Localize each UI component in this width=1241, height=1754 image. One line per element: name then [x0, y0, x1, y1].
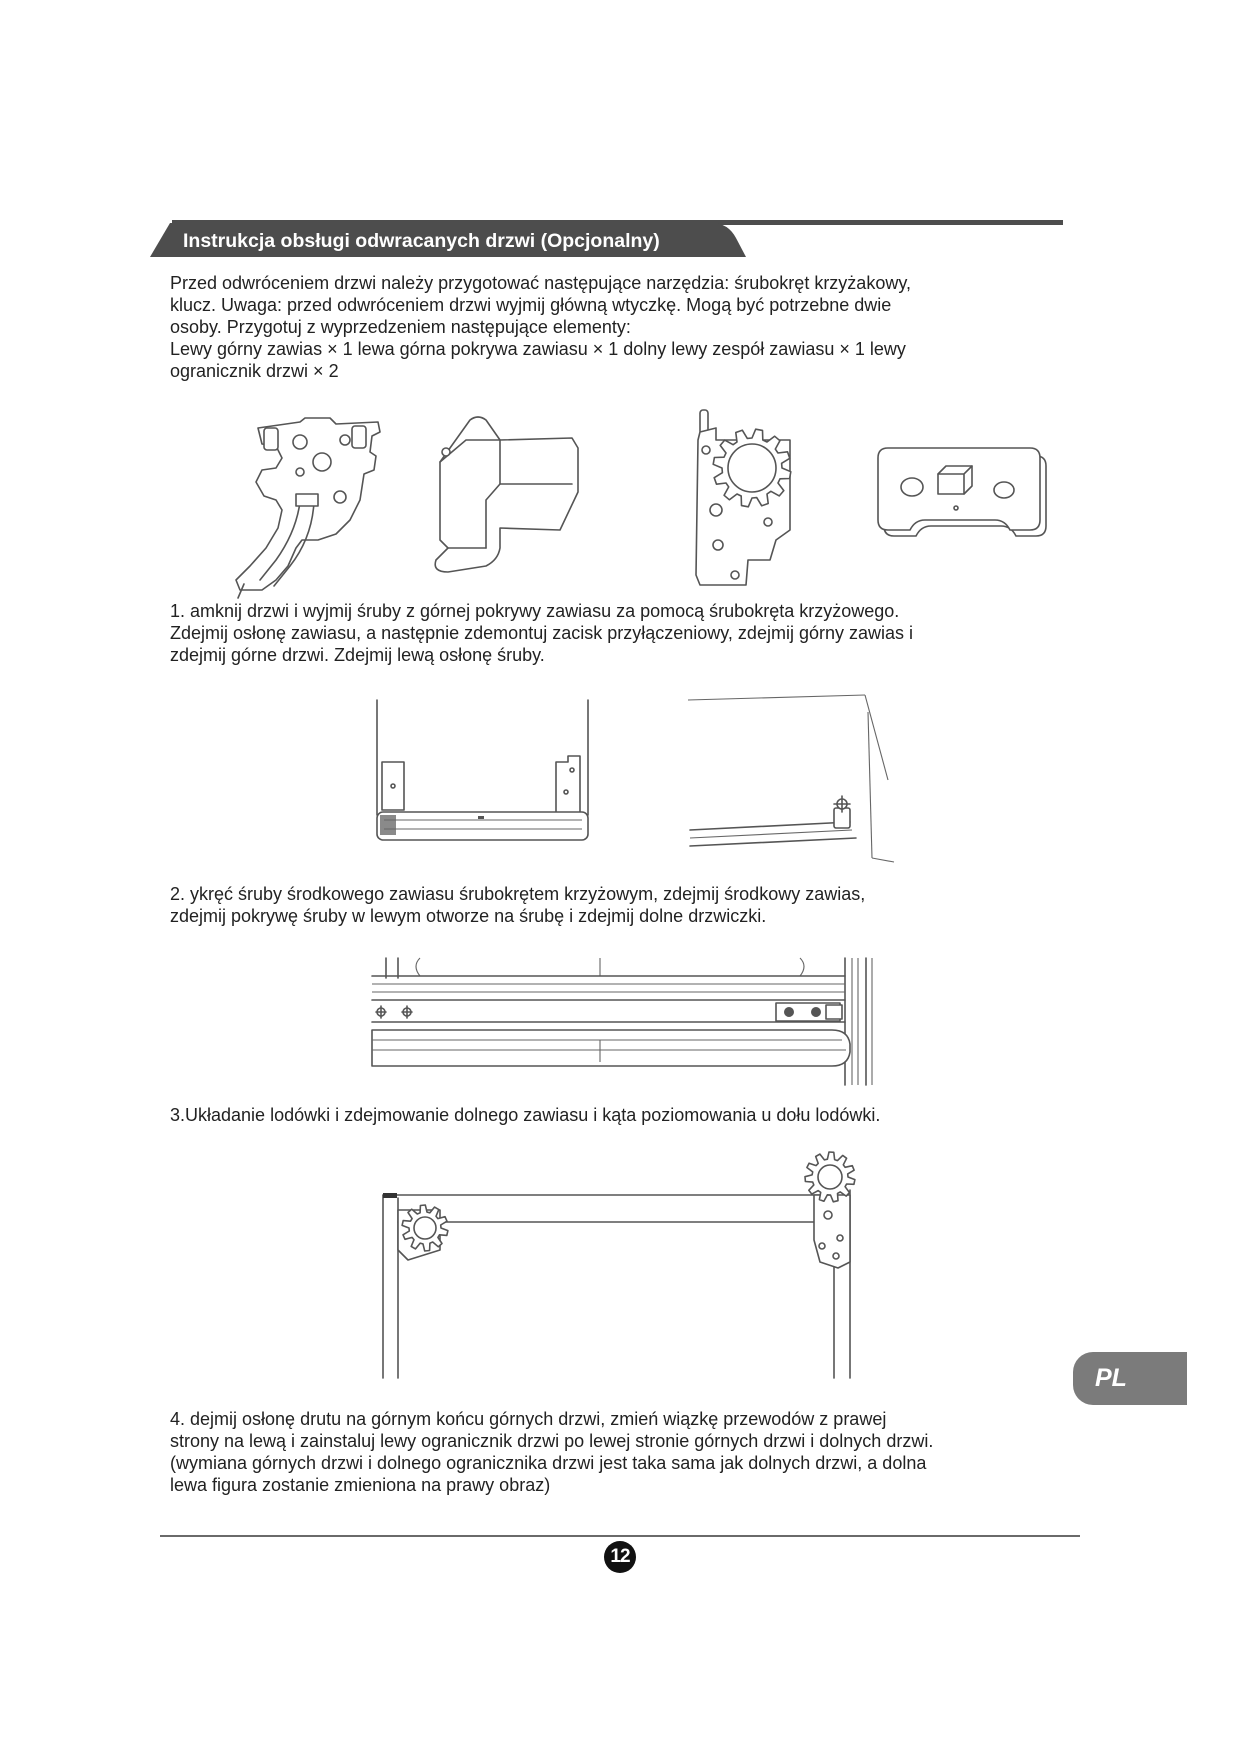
step-line: 2. ykręć śruby środkowego zawiasu śrubokrętem krzyżowym, zdejmij środkowy zawias,	[170, 884, 866, 904]
screw-icon	[376, 1006, 386, 1018]
step1-door-bottom-figure	[377, 700, 588, 840]
step-line: lewa figura zostanie zmieniona na prawy obraz)	[170, 1475, 551, 1495]
step-2-text	[170, 883, 865, 927]
step-line: strony na lewą i zainstaluj lewy ogranicznik drzwi po lewej stronie górnych drzwi i dolnych drzwi.	[170, 1431, 934, 1451]
intro-line: ogranicznik drzwi × 2	[170, 361, 339, 381]
footer-rule	[160, 1535, 1080, 1537]
language-tab	[1073, 1352, 1187, 1405]
step-line: 1. amknij drzwi i wyjmij śruby z górnej pokrywy zawiasu za pomocą śrubokręta krzyżowego.	[170, 601, 900, 621]
intro-paragraph	[170, 272, 911, 382]
step1-door-top-figure	[688, 695, 894, 862]
step-line: 4. dejmij osłonę drutu na górnym końcu górnych drzwi, zmień wiązkę przewodów z prawej	[170, 1409, 887, 1429]
bottom-hinge-assembly-illustration	[696, 410, 791, 585]
step-4-text	[170, 1408, 933, 1496]
section-title: Instrukcja obsługi odwracanych drzwi (Opcjonalny)	[183, 230, 660, 252]
step-line: zdejmij górne drzwi. Zdejmij lewą osłonę śruby.	[170, 645, 545, 665]
door-stopper-illustration	[878, 448, 1046, 536]
page-number: 12	[604, 1541, 636, 1573]
top-hinge-illustration	[236, 418, 380, 598]
step3-cabinet-top-figure	[383, 1152, 855, 1378]
step-1-text	[170, 600, 913, 666]
intro-line: osoby. Przygotuj z wyprzedzeniem następujące elementy:	[170, 317, 631, 337]
step-line: (wymiana górnych drzwi i dolnego ogranicznika drzwi jest taka sama jak dolnych drzwi, a dolna	[170, 1453, 927, 1473]
intro-line: Lewy górny zawias × 1 lewa górna pokrywa zawiasu × 1 dolny lewy zespół zawiasu × 1 lewy	[170, 339, 906, 359]
step-line: 3.Układanie lodówki i zdejmowanie dolnego zawiasu i kąta poziomowania u dołu lodówki.	[170, 1105, 881, 1125]
intro-line: klucz. Uwaga: przed odwróceniem drzwi wyjmij główną wtyczkę. Mogą być potrzebne dwie	[170, 295, 892, 315]
step2-middle-hinge-figure	[372, 958, 872, 1085]
screw-icon	[402, 1006, 412, 1018]
step-3-text	[170, 1104, 880, 1126]
language-tab-label: PL	[1095, 1364, 1127, 1392]
step-line: Zdejmij osłonę zawiasu, a następnie zdemontuj zacisk przyłączeniowy, zdejmij górny zawias i	[170, 623, 913, 643]
hinge-cover-illustration	[435, 417, 578, 572]
step-line: zdejmij pokrywę śruby w lewym otworze na śrubę i zdejmij dolne drzwiczki.	[170, 906, 767, 926]
intro-line: Przed odwróceniem drzwi należy przygotować następujące narzędzia: śrubokręt krzyżakowy,	[170, 273, 911, 293]
